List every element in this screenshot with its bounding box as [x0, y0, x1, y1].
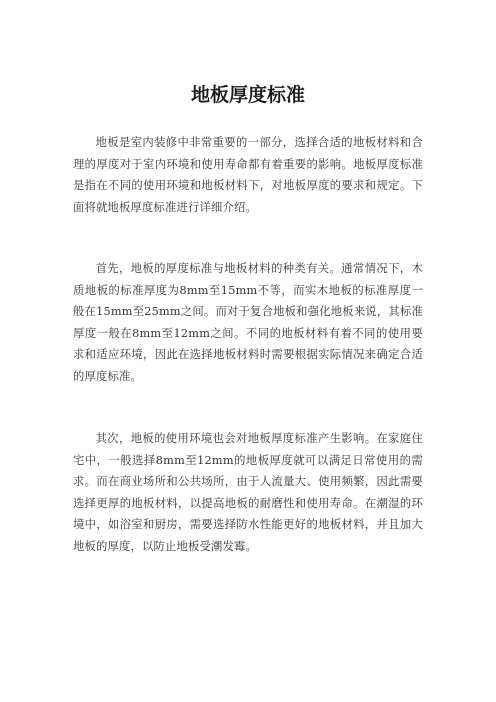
paragraph-environment: 其次，地板的使用环境也会对地板厚度标准产生影响。在家庭住宅中，一般选择8mm至12mm的地板厚度就可以满足日常使用的需求。而在商业场所和公共场所，由于人流量大、使用频繁，因此需要选择更厚的地板材料，以提高地板的耐磨性和使用寿命。在潮湿的环境中，如浴室和厨房，需要选择防水性能更好的地板材料，并且加大地板的厚度，以防止地板受潮发霉。 [73, 432, 423, 553]
document-title: 地板厚度标准 [190, 84, 305, 106]
paragraph-material: 首先，地板的厚度标准与地板材料的种类有关。通常情况下，木质地板的标准厚度为8mm至15mm不等，而实木地板的标准厚度一般在15mm至25mm之间。而对于复合地板和强化地板来说，其标准厚度一般在8mm至12mm之间。不同的地板材料有着不同的使用要求和适应环境，因此在选择地板材料时需要根据实际情况来确定合适的厚度标准。 [73, 262, 423, 383]
paragraph-intro: 地板是室内装修中非常重要的一部分，选择合适的地板材料和合理的厚度对于室内环境和使用寿命都有着重要的影响。地板厚度标准是指在不同的使用环境和地板材料下，对地板厚度的要求和规定。下面将就地板厚度标准进行详细介绍。 [73, 136, 423, 214]
